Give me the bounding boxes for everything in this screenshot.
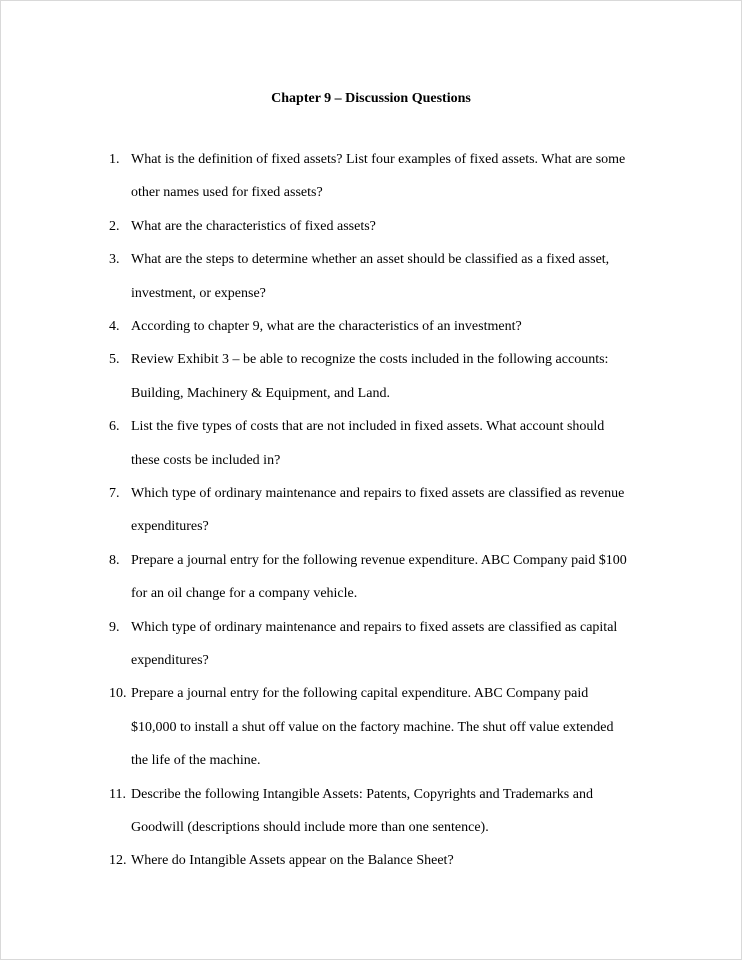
page-title: Chapter 9 – Discussion Questions — [271, 91, 471, 106]
question-number: 3. — [109, 252, 120, 268]
question-number: 7. — [109, 486, 120, 501]
question-number: 1. — [109, 152, 120, 167]
question-text-line: the life of the machine. — [131, 753, 261, 769]
question-number: 9. — [109, 619, 120, 635]
question-number: 2. — [109, 218, 120, 234]
question-text-line: investment, or expense? — [131, 285, 266, 301]
question-number: 12. — [109, 853, 127, 869]
question-text-line: What are the characteristics of fixed assets? — [131, 218, 376, 234]
question-text-line: What is the definition of fixed assets? List four examples of fixed assets. What are some — [131, 152, 626, 167]
question-number: 5. — [109, 352, 120, 368]
question-text-line: Review Exhibit 3 – be able to recognize the costs included in the following accounts: — [131, 352, 609, 368]
question-number: 10. — [109, 686, 127, 702]
question-text-line: What are the steps to determine whether an asset should be classified as a fixed asset, — [131, 252, 610, 268]
question-text-line: Prepare a journal entry for the following revenue expenditure. ABC Company paid $100 — [131, 552, 627, 568]
question-text-line: expenditures? — [131, 519, 209, 535]
question-text-line: for an oil change for a company vehicle. — [131, 586, 358, 602]
question-text-line: Building, Machinery & Equipment, and Land. — [131, 385, 390, 401]
question-text-line: List the five types of costs that are not included in fixed assets. What account should — [131, 419, 605, 435]
question-number: 8. — [109, 552, 120, 568]
question-list — [1, 1, 741, 959]
question-text-line: Where do Intangible Assets appear on the Balance Sheet? — [131, 853, 454, 869]
question-text-line: Goodwill (descriptions should include more than one sentence). — [131, 820, 489, 835]
question-number: 11. — [109, 786, 126, 802]
question-number: 4. — [109, 319, 120, 334]
question-text-line: these costs be included in? — [131, 452, 281, 468]
question-text-line: Prepare a journal entry for the following capital expenditure. ABC Company paid — [131, 686, 589, 702]
question-text-line: Describe the following Intangible Assets: Patents, Copyrights and Trademarks and — [131, 786, 593, 802]
question-text-line: other names used for fixed assets? — [131, 185, 323, 201]
question-number: 6. — [109, 419, 120, 435]
question-text-line: According to chapter 9, what are the characteristics of an investment? — [131, 319, 522, 334]
question-text-line: Which type of ordinary maintenance and repairs to fixed assets are classified as capital — [131, 619, 618, 635]
question-text-line: $10,000 to install a shut off value on the factory machine. The shut off value extended — [131, 719, 614, 735]
question-text-line: expenditures? — [131, 653, 209, 668]
question-text-line: Which type of ordinary maintenance and repairs to fixed assets are classified as revenue — [131, 486, 625, 501]
